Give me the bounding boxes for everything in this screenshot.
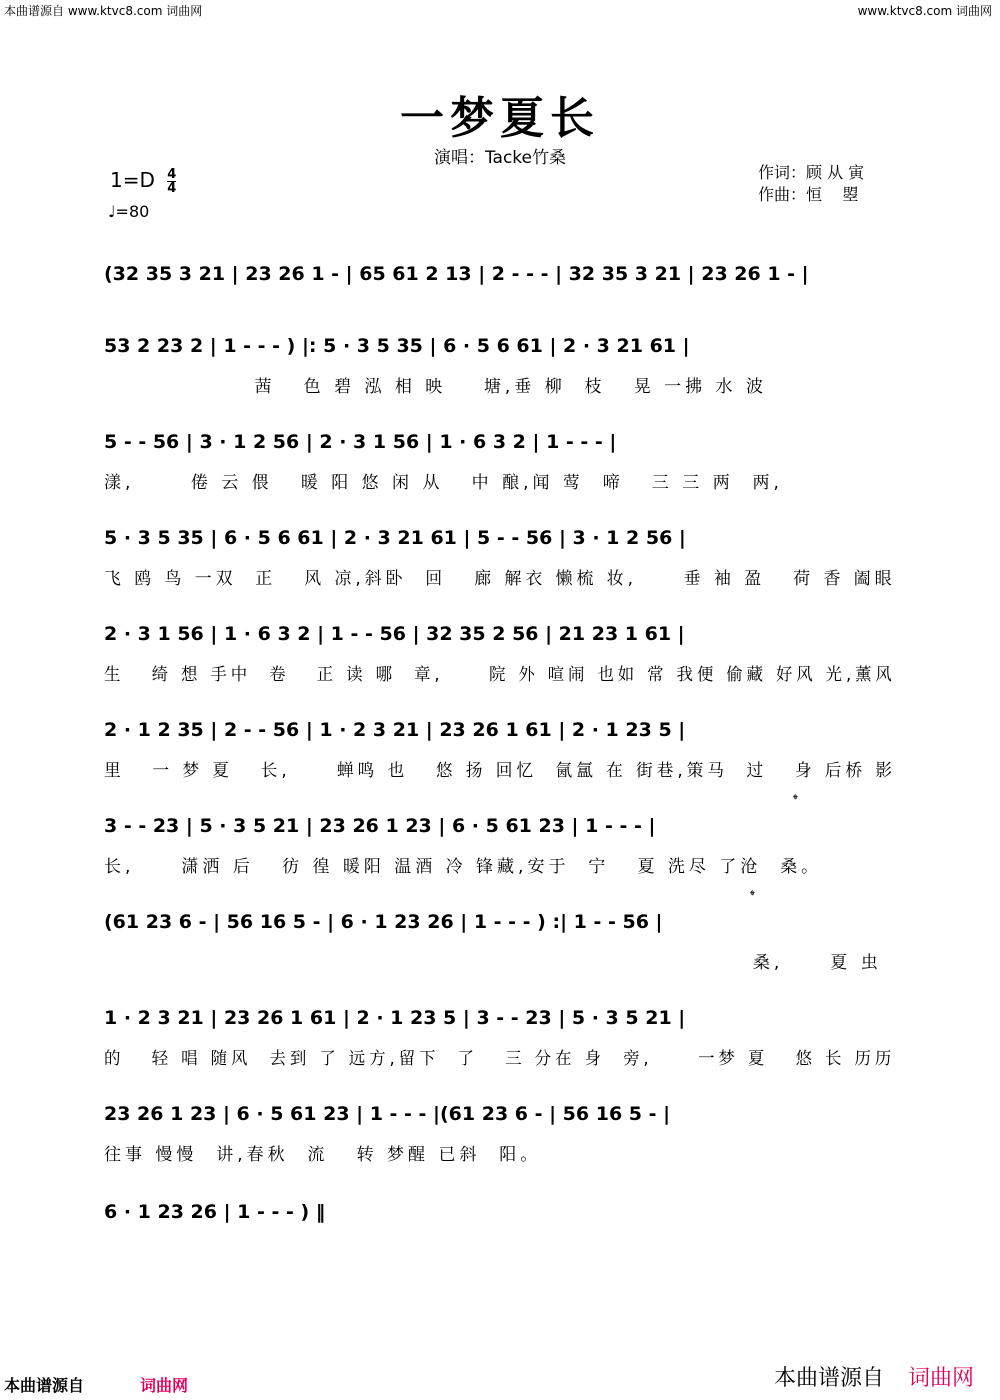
notation-line (104, 810, 896, 850)
notation-text: 23 26 1 23 | 6 · 5 61 23 | 1 - - - |(61 23 6 - | 56 16 5 - | (104, 1103, 671, 1125)
key-label: 1=D (110, 168, 155, 192)
lyrics-line: 桑, 夏 虫 (104, 953, 882, 973)
notation-line (104, 330, 896, 370)
song-title: 一梦夏长 (400, 93, 600, 144)
notation-text: (32 35 3 21 | 23 26 1 - | 65 61 2 13 | 2 - - - | 32 35 3 21 | 23 26 1 - | (104, 263, 809, 285)
notation-text: 6 · 1 23 26 | 1 - - - ) ‖ (104, 1201, 326, 1223)
notation-line (104, 1196, 896, 1236)
lyrics-line: 漾, 倦 云 偎 暖 阳 悠 闲 从 中 酿,闻 莺 啼 三 三 两 两, (104, 473, 783, 493)
composer: 作曲：恒 曌 (758, 185, 859, 204)
lyrics-line: 往事 慢慢 讲,春秋 流 转 梦醒 已斜 阳。 (104, 1145, 542, 1165)
notation-line (104, 618, 896, 658)
key-signature (110, 168, 176, 195)
notation-line (104, 426, 896, 466)
lyrics-line: 飞 鸥 鸟 一双 正 风 凉,斜卧 回 廊 解衣 懒梳 妆, 垂 袖 盈 荷 香 阖眼 (104, 569, 896, 589)
coda-sign-2: 𝄌 (750, 888, 755, 904)
notation-text: 1 · 2 3 21 | 23 26 1 61 | 2 · 1 23 5 | 3 - - 23 | 5 · 3 5 21 | (104, 1007, 686, 1029)
coda-sign-1: 𝄌 (793, 792, 798, 808)
tempo: ♩=80 (108, 202, 150, 221)
notation-line (104, 1098, 896, 1138)
notation-text: 3 - - 23 | 5 · 3 5 21 | 23 26 1 23 | 6 · 5 61 23 | 1 - - - | (104, 815, 656, 837)
lyrics-line: 的 轻 唱 随风 去到 了 远方,留下 了 三 分在 身 旁, 一梦 夏 悠 长 历历 (104, 1049, 896, 1069)
notation-text: (61 23 6 - | 56 16 5 - | 6 · 1 23 26 | 1 - - - ) :| 1 - - 56 | (104, 911, 663, 933)
footer-left-site: 词曲网 (140, 1376, 189, 1395)
notation-text: 5 · 3 5 35 | 6 · 5 6 61 | 2 · 3 21 61 | 5 - - 56 | 3 · 1 2 56 | (104, 527, 686, 549)
notation-line (104, 522, 896, 562)
lyrics-line: 里 一 梦 夏 长, 蝉鸣 也 悠 扬 回忆 氤氲 在 街巷,策马 过 身 后桥 影 (104, 761, 897, 781)
footer-left (4, 1373, 188, 1396)
notation-text: 53 2 23 2 | 1 - - - ) |: 5 · 3 5 35 | 6 · 5 6 61 | 2 · 3 21 61 | (104, 335, 690, 357)
time-denominator: 4 (167, 181, 177, 196)
watermark-right: www.ktvc8.com 词曲网 (857, 4, 992, 18)
footer-right-site: 词曲网 (907, 1366, 974, 1391)
singer: 演唱：Tacke竹桑 (433, 148, 567, 168)
notation-line (104, 906, 896, 946)
credits (758, 162, 864, 206)
notation-line (104, 258, 896, 298)
footer-left-source: 本曲谱源自 (4, 1376, 85, 1395)
time-numerator: 4 (167, 167, 177, 182)
lyrics-line: 长, 潇洒 后 彷 徨 暖阳 温酒 冷 锋藏,安于 宁 夏 洗尽 了沧 桑。 (104, 857, 823, 877)
footer-right-source: 本曲谱源自 (773, 1366, 884, 1391)
time-signature (167, 168, 176, 195)
lyricist: 作词：顾 从 寅 (758, 163, 865, 182)
footer-right (774, 1361, 974, 1392)
notation-text: 5 - - 56 | 3 · 1 2 56 | 2 · 3 1 56 | 1 · 6 3 2 | 1 - - - | (104, 431, 617, 453)
notation-line (104, 714, 896, 754)
notation-line (104, 1002, 896, 1042)
notation-text: 2 · 3 1 56 | 1 · 6 3 2 | 1 - - 56 | 32 35 2 56 | 21 23 1 61 | (104, 623, 685, 645)
notation-text: 2 · 1 2 35 | 2 - - 56 | 1 · 2 3 21 | 23 26 1 61 | 2 · 1 23 5 | (104, 719, 686, 741)
lyrics-line: 茜 色 碧 泓 相 映 塘,垂 柳 枝 晃 一拂 水 波 (104, 377, 767, 397)
watermark-left: 本曲谱源自 www.ktvc8.com 词曲网 (4, 4, 203, 18)
lyrics-line: 生 绮 想 手中 卷 正 读 哪 章, 院 外 喧闹 也如 常 我便 偷藏 好风 光,薰风 (104, 665, 896, 685)
